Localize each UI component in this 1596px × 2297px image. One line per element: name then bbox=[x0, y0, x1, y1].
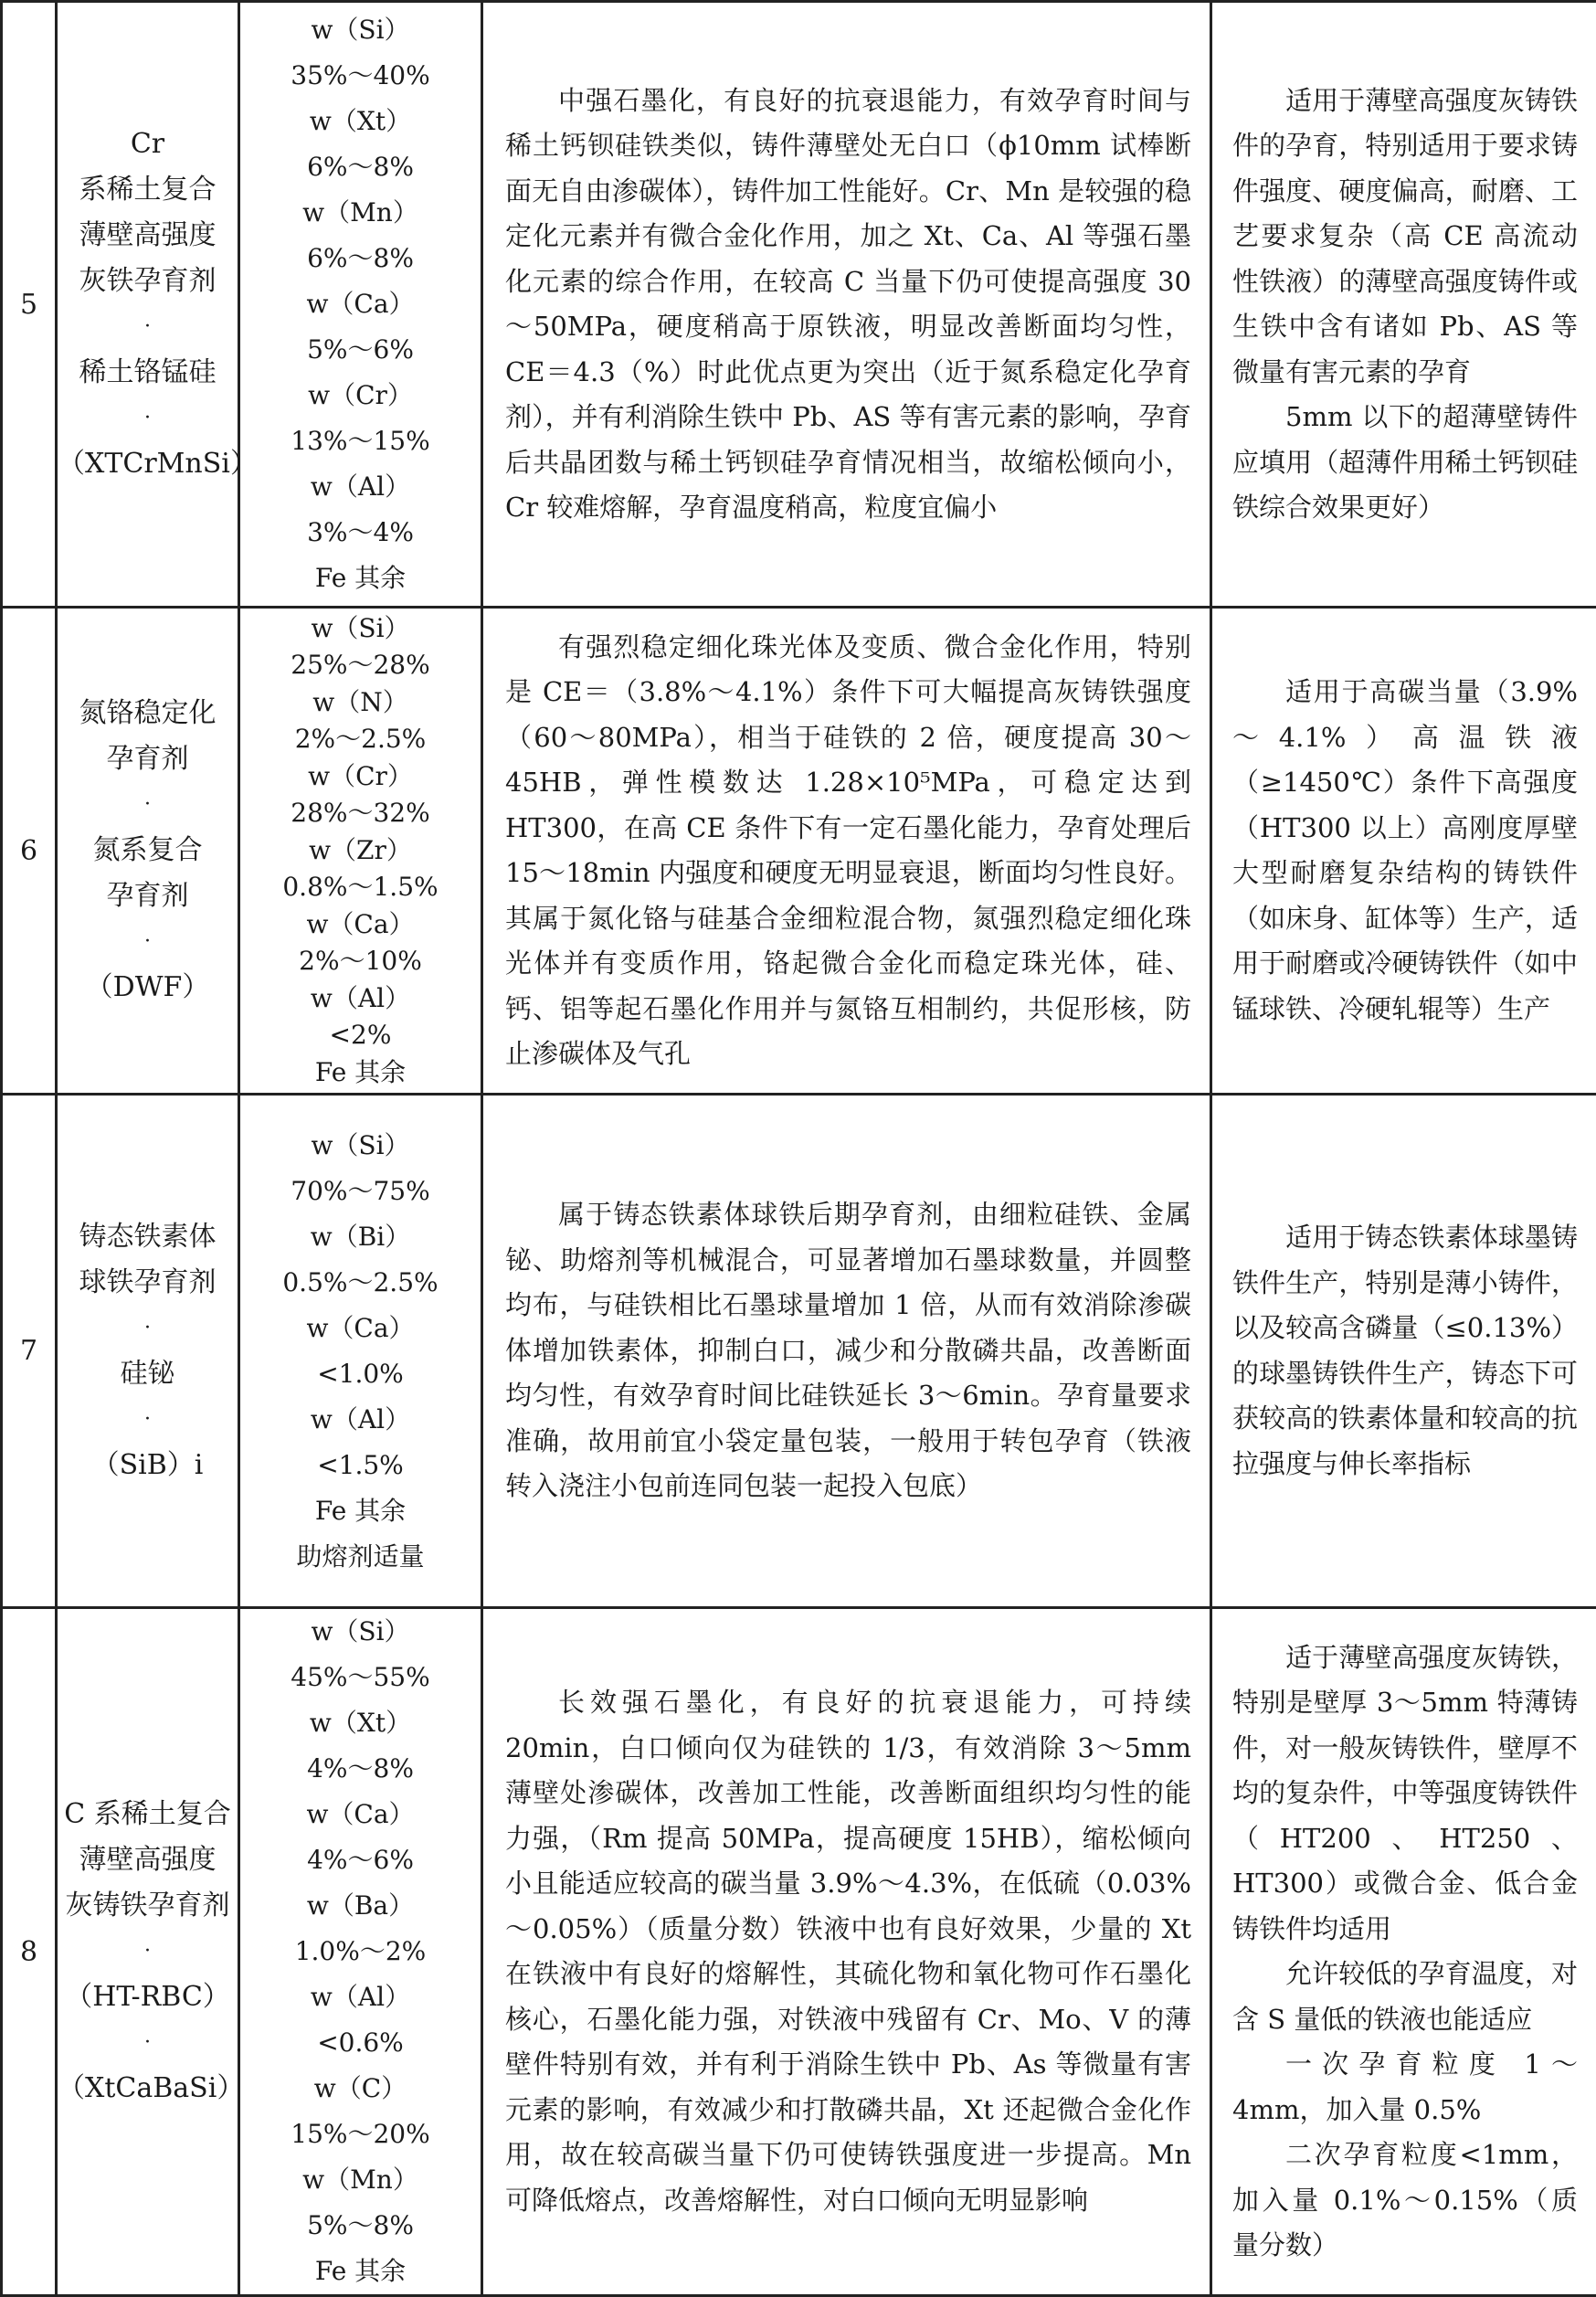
name-line: 孕育剂 bbox=[58, 736, 238, 782]
name-line: · bbox=[58, 782, 238, 828]
name-line: Cr bbox=[58, 122, 238, 167]
description-text: 中强石墨化，有良好的抗衰退能力，有效孕育时间与稀土钙钡硅铁类似，铸件薄壁处无白口（ϕ10mm 试棒断面无自由渗碳体），铸件加工性能好。Cr、Mn 是较强的稳定化元素并有微合金化作用，加之 Xt、Ca、Al 等强石墨化元素的综合作用，在较高 C 当量下仍可使提高强度 30～50MPa，硬度稍高于原铁液，明显改善断面均匀性，CE＝4.3（%）时此优点更为突出（近于氮系稳定化孕育剂），并有利消除生铁中 Pb、AS 等有害元素的影响，孕育后共晶团数与稀土钙钡硅孕育情况相当，故缩松倾向小，Cr 较难熔解，孕育温度稍高，粒度宜偏小 bbox=[483, 79, 1210, 531]
composition-line: 5%～8% bbox=[240, 2203, 481, 2249]
name-line: 硅铋 bbox=[58, 1351, 238, 1397]
composition-line: <1.5% bbox=[240, 1443, 481, 1488]
composition-line: 0.5%～2.5% bbox=[240, 1260, 481, 1306]
composition-line: 25%～28% bbox=[240, 647, 481, 684]
application-cell bbox=[1211, 1095, 1596, 1608]
application-paragraph: 适于薄壁高强度灰铸铁，特别是壁厚 3～5mm 特薄铸件，对一般灰铸铁件，壁厚不均的复杂件，中等强度铸铁件（HT200、HT250、HT300）或微合金、低合金铸铁件均适用 bbox=[1232, 1635, 1578, 1953]
name-line: （HT-RBC） bbox=[58, 1974, 238, 2020]
composition-line: w（Al） bbox=[240, 1974, 481, 2020]
composition-line: w（Xt） bbox=[240, 1700, 481, 1746]
composition-line: w（Bi） bbox=[240, 1214, 481, 1260]
composition-line: 1.0%～2% bbox=[240, 1929, 481, 1974]
application-paragraph: 适用于薄壁高强度灰铸铁件的孕育，特别适用于要求铸件强度、硬度偏高，耐磨、工艺要求复杂（高 CE 高流动性铁液）的薄壁高强度铸件或生铁中含有诸如 Pb、AS 等微量有害元素的孕育 bbox=[1232, 79, 1578, 396]
name-line: （SiB）i bbox=[58, 1443, 238, 1488]
description-cell bbox=[482, 1095, 1211, 1608]
composition bbox=[239, 608, 482, 1095]
composition bbox=[239, 1095, 482, 1608]
composition-line: 4%～8% bbox=[240, 1746, 481, 1792]
composition-line: w（Al） bbox=[240, 980, 481, 1018]
composition-line: 70%～75% bbox=[240, 1169, 481, 1214]
composition-line: 4%～6% bbox=[240, 1837, 481, 1883]
composition-line: w（Cr） bbox=[240, 758, 481, 796]
composition-line: 28%～32% bbox=[240, 795, 481, 832]
description-text: 有强烈稳定细化珠光体及变质、微合金化作用，特别是 CE＝（3.8%～4.1%）条件下可大幅提高灰铸铁强度（60～80MPa），相当于硅铁的 2 倍，硬度提高 30～45HB，弹性模数达 1.28×10⁵MPa，可稳定达到 HT300，在高 CE 条件下有一定石墨化能力，孕育处理后 15～18min 内强度和硬度无明显衰退，断面均匀性良好。其属于氮化铬与硅基合金细粒混合物，氮强烈稳定细化珠光体并有变质作用，铬起微合金化而稳定珠光体，硅、钙、铝等起石墨化作用并与氮铬互相制约，共促形核，防止渗碳体及气孔 bbox=[483, 625, 1210, 1077]
name-line: 薄壁高强度 bbox=[58, 1837, 238, 1883]
application-paragraph: 5mm 以下的超薄壁铸件应填用（超薄件用稀土钙钡硅铁综合效果更好） bbox=[1232, 395, 1578, 531]
composition-line: 助熔剂适量 bbox=[240, 1534, 481, 1580]
composition-line: w（Si） bbox=[240, 610, 481, 648]
name-line: · bbox=[58, 2020, 238, 2066]
composition-line: 2%～10% bbox=[240, 943, 481, 980]
application-body bbox=[1212, 1635, 1596, 2269]
table-row bbox=[2, 1608, 1596, 2296]
application-body bbox=[1212, 79, 1596, 531]
application-cell bbox=[1211, 1608, 1596, 2296]
description-cell bbox=[482, 608, 1211, 1095]
composition-line: Fe 其余 bbox=[240, 2249, 481, 2294]
composition-line: w（C） bbox=[240, 2066, 481, 2112]
description-text: 属于铸态铁素体球铁后期孕育剂，由细粒硅铁、金属铋、助熔剂等机械混合，可显著增加石墨球数量，并圆整均布，与硅铁相比石墨球量增加 1 倍，从而有效消除渗碳体增加铁素体，抑制白口，减少和分散磷共晶，改善断面均匀性，有效孕育时间比硅铁延长 3～6min。孕育量要求准确，故用前宜小袋定量包装，一般用于转包孕育（铁液转入浇注小包前连同包装一起投入包底） bbox=[483, 1192, 1210, 1509]
table-row bbox=[2, 2, 1596, 608]
composition bbox=[239, 1608, 482, 2296]
composition-line: w（Ca） bbox=[240, 1792, 481, 1837]
composition-line: w（Mn） bbox=[240, 2157, 481, 2203]
name-line: 薄壁高强度 bbox=[58, 213, 238, 259]
name-line: （XTCrMnSi） bbox=[58, 441, 238, 487]
composition-line: 3%～4% bbox=[240, 510, 481, 556]
composition-line: w（Xt） bbox=[240, 99, 481, 144]
row-number: 6 bbox=[2, 608, 57, 1095]
inoculant-name bbox=[57, 1095, 239, 1608]
name-line: · bbox=[58, 1397, 238, 1443]
composition-line: 45%～55% bbox=[240, 1655, 481, 1700]
name-line: 稀土铬锰硅 bbox=[58, 350, 238, 396]
inoculant-name bbox=[57, 1608, 239, 2296]
composition-line: w（Cr） bbox=[240, 373, 481, 418]
composition-line: 13%～15% bbox=[240, 418, 481, 464]
composition-line: w（Ca） bbox=[240, 1306, 481, 1351]
name-line: · bbox=[58, 396, 238, 441]
application-paragraph: 适用于高碳当量（3.9%～4.1%）高温铁液（≥1450℃）条件下高强度（HT300 以上）高刚度厚壁大型耐磨复杂结构的铸铁件（如床身、缸体等）生产，适用于耐磨或冷硬铸铁件（如中锰球铁、冷硬轧辊等）生产 bbox=[1232, 670, 1578, 1032]
composition-line: w（Al） bbox=[240, 1397, 481, 1443]
inoculant-name bbox=[57, 608, 239, 1095]
composition-line: w（Si） bbox=[240, 1609, 481, 1655]
application-paragraph: 适用于铸态铁素体球墨铸铁件生产，特别是薄小铸件，以及较高含磷量（≤0.13%）的球墨铸铁件生产，铸态下可获较高的铁素体量和较高的抗拉强度与伸长率指标 bbox=[1232, 1215, 1578, 1487]
composition-line: w（Zr） bbox=[240, 832, 481, 870]
composition-line: 15%～20% bbox=[240, 2112, 481, 2157]
name-line: · bbox=[58, 1929, 238, 1974]
composition-line: <2% bbox=[240, 1017, 481, 1054]
row-number: 5 bbox=[2, 2, 57, 608]
name-line: （XtCaBaSi） bbox=[58, 2066, 238, 2112]
composition-line: 2%～2.5% bbox=[240, 721, 481, 758]
composition-line: 6%～8% bbox=[240, 144, 481, 190]
composition-line: Fe 其余 bbox=[240, 556, 481, 601]
name-line: 球铁孕育剂 bbox=[58, 1260, 238, 1306]
row-number: 7 bbox=[2, 1095, 57, 1608]
composition-line: w（Si） bbox=[240, 1123, 481, 1169]
application-cell bbox=[1211, 2, 1596, 608]
name-line: 系稀土复合 bbox=[58, 167, 238, 213]
application-paragraph: 允许较低的孕育温度，对含 S 量低的铁液也能适应 bbox=[1232, 1952, 1578, 2042]
row-number: 8 bbox=[2, 1608, 57, 2296]
table-row bbox=[2, 1095, 1596, 1608]
description-cell bbox=[482, 2, 1211, 608]
name-line: · bbox=[58, 304, 238, 350]
table-row bbox=[2, 608, 1596, 1095]
application-body bbox=[1212, 1215, 1596, 1487]
composition-line: 6%～8% bbox=[240, 236, 481, 281]
composition-line: w（Ca） bbox=[240, 906, 481, 944]
name-line: 孕育剂 bbox=[58, 873, 238, 919]
name-line: C 系稀土复合 bbox=[58, 1792, 238, 1837]
composition-line: Fe 其余 bbox=[240, 1488, 481, 1534]
application-body bbox=[1212, 670, 1596, 1032]
name-line: 氮系复合 bbox=[58, 828, 238, 873]
composition-line: w（Mn） bbox=[240, 190, 481, 236]
description-cell bbox=[482, 1608, 1211, 2296]
name-line: · bbox=[58, 919, 238, 965]
composition-line: 0.8%～1.5% bbox=[240, 869, 481, 906]
composition-line: w（Si） bbox=[240, 7, 481, 53]
composition-line: 5%～6% bbox=[240, 327, 481, 373]
composition-line: 35%～40% bbox=[240, 53, 481, 99]
name-line: 灰铁孕育剂 bbox=[58, 259, 238, 304]
application-paragraph: 一次孕育粒度 1～4mm，加入量 0.5% bbox=[1232, 2042, 1578, 2133]
name-line: （DWF） bbox=[58, 965, 238, 1011]
composition-line: Fe 其余 bbox=[240, 1054, 481, 1092]
composition-line: w（Ca） bbox=[240, 281, 481, 327]
name-line: · bbox=[58, 1306, 238, 1351]
composition-line: w（Ba） bbox=[240, 1883, 481, 1929]
composition-line: <1.0% bbox=[240, 1351, 481, 1397]
name-line: 氮铬稳定化 bbox=[58, 691, 238, 736]
application-paragraph: 二次孕育粒度<1mm，加入量 0.1%～0.15%（质量分数） bbox=[1232, 2133, 1578, 2269]
name-line: 灰铸铁孕育剂 bbox=[58, 1883, 238, 1929]
name-line: 铸态铁素体 bbox=[58, 1214, 238, 1260]
description-text: 长效强石墨化，有良好的抗衰退能力，可持续 20min，白口倾向仅为硅铁的 1/3，有效消除 3～5mm 薄壁处渗碳体，改善加工性能，改善断面组织均匀性的能力强，（Rm 提高 50MPa，提高硬度 15HB），缩松倾向小且能适应较高的碳当量 3.9%～4.3%，在低硫（0.03%～0.05%）（质量分数）铁液中也有良好效果，少量的 Xt 在铁液中有良好的熔解性，其硫化物和氧化物可作石墨化核心，石墨化能力强，对铁液中残留有 Cr、Mo、V 的薄壁件特别有效，并有利于消除生铁中 Pb、As 等微量有害元素的影响，有效减少和打散磷共晶，Xt 还起微合金化作用，故在较高碳当量下仍可使铸铁强度进一步提高。Mn 可降低熔点，改善熔解性，对白口倾向无明显影响 bbox=[483, 1680, 1210, 2223]
composition-line: w（N） bbox=[240, 684, 481, 722]
composition-line: w（Al） bbox=[240, 464, 481, 510]
inoculant-name bbox=[57, 2, 239, 608]
application-cell bbox=[1211, 608, 1596, 1095]
composition-line: <0.6% bbox=[240, 2020, 481, 2066]
composition bbox=[239, 2, 482, 608]
